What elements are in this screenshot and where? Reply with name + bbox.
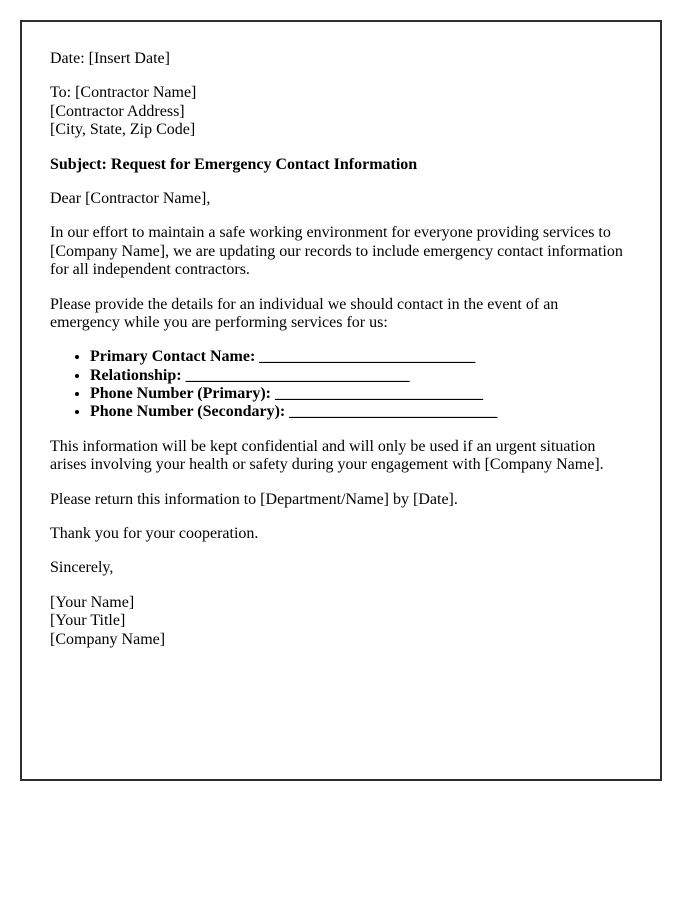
recipient-block [50,84,632,139]
contact-fields-list [50,348,632,422]
paragraph-confidential: This information will be kept confidential and will only be used if an urgent situation arises involving your health or safety during your engagement with [Company Name]. [50,437,604,474]
recipient-address-line: [Contractor Address] [50,102,185,120]
field-blank-line: ____________________________ [181,366,410,384]
field-blank-line: ___________________________ [255,348,476,366]
signature-company-line: [Company Name] [50,630,166,648]
closing: Sincerely, [50,559,114,577]
subject-line: Subject: Request for Emergency Contact Information [50,155,418,173]
field-blank-line: __________________________ [285,403,498,421]
date-line: Date: [Insert Date] [50,50,170,67]
paragraph-return: Please return this information to [Department/Name] by [Date]. [50,490,458,508]
paragraph-thanks: Thank you for your cooperation. [50,525,259,543]
signature-title-line: [Your Title] [50,612,126,630]
list-item-relationship [90,367,632,385]
salutation: Dear [Contractor Name], [50,189,211,207]
recipient-name-line: To: [Contractor Name] [50,84,197,102]
signature-block [50,594,632,649]
paragraph-request: Please provide the details for an individual we should contact in the event of an emergency while you are performing services for us: [50,295,559,331]
letter-document [20,20,662,781]
list-item-phone-primary [90,385,632,403]
field-label: Phone Number (Secondary): [90,403,286,421]
list-item-primary-contact-name [90,348,632,366]
paragraph-intro: In our effort to maintain a safe working environment for everyone providing services to [Company Name], we are updating our records to include emergency contact information for all independent contractors. [50,224,623,279]
field-label: Primary Contact Name: [90,348,256,366]
field-label: Phone Number (Primary): [90,385,271,403]
signature-name-line: [Your Name] [50,593,135,611]
recipient-city-line: [City, State, Zip Code] [50,121,196,139]
field-label: Relationship: [90,366,182,384]
list-item-phone-secondary [90,403,632,421]
field-blank-line: __________________________ [271,385,483,403]
